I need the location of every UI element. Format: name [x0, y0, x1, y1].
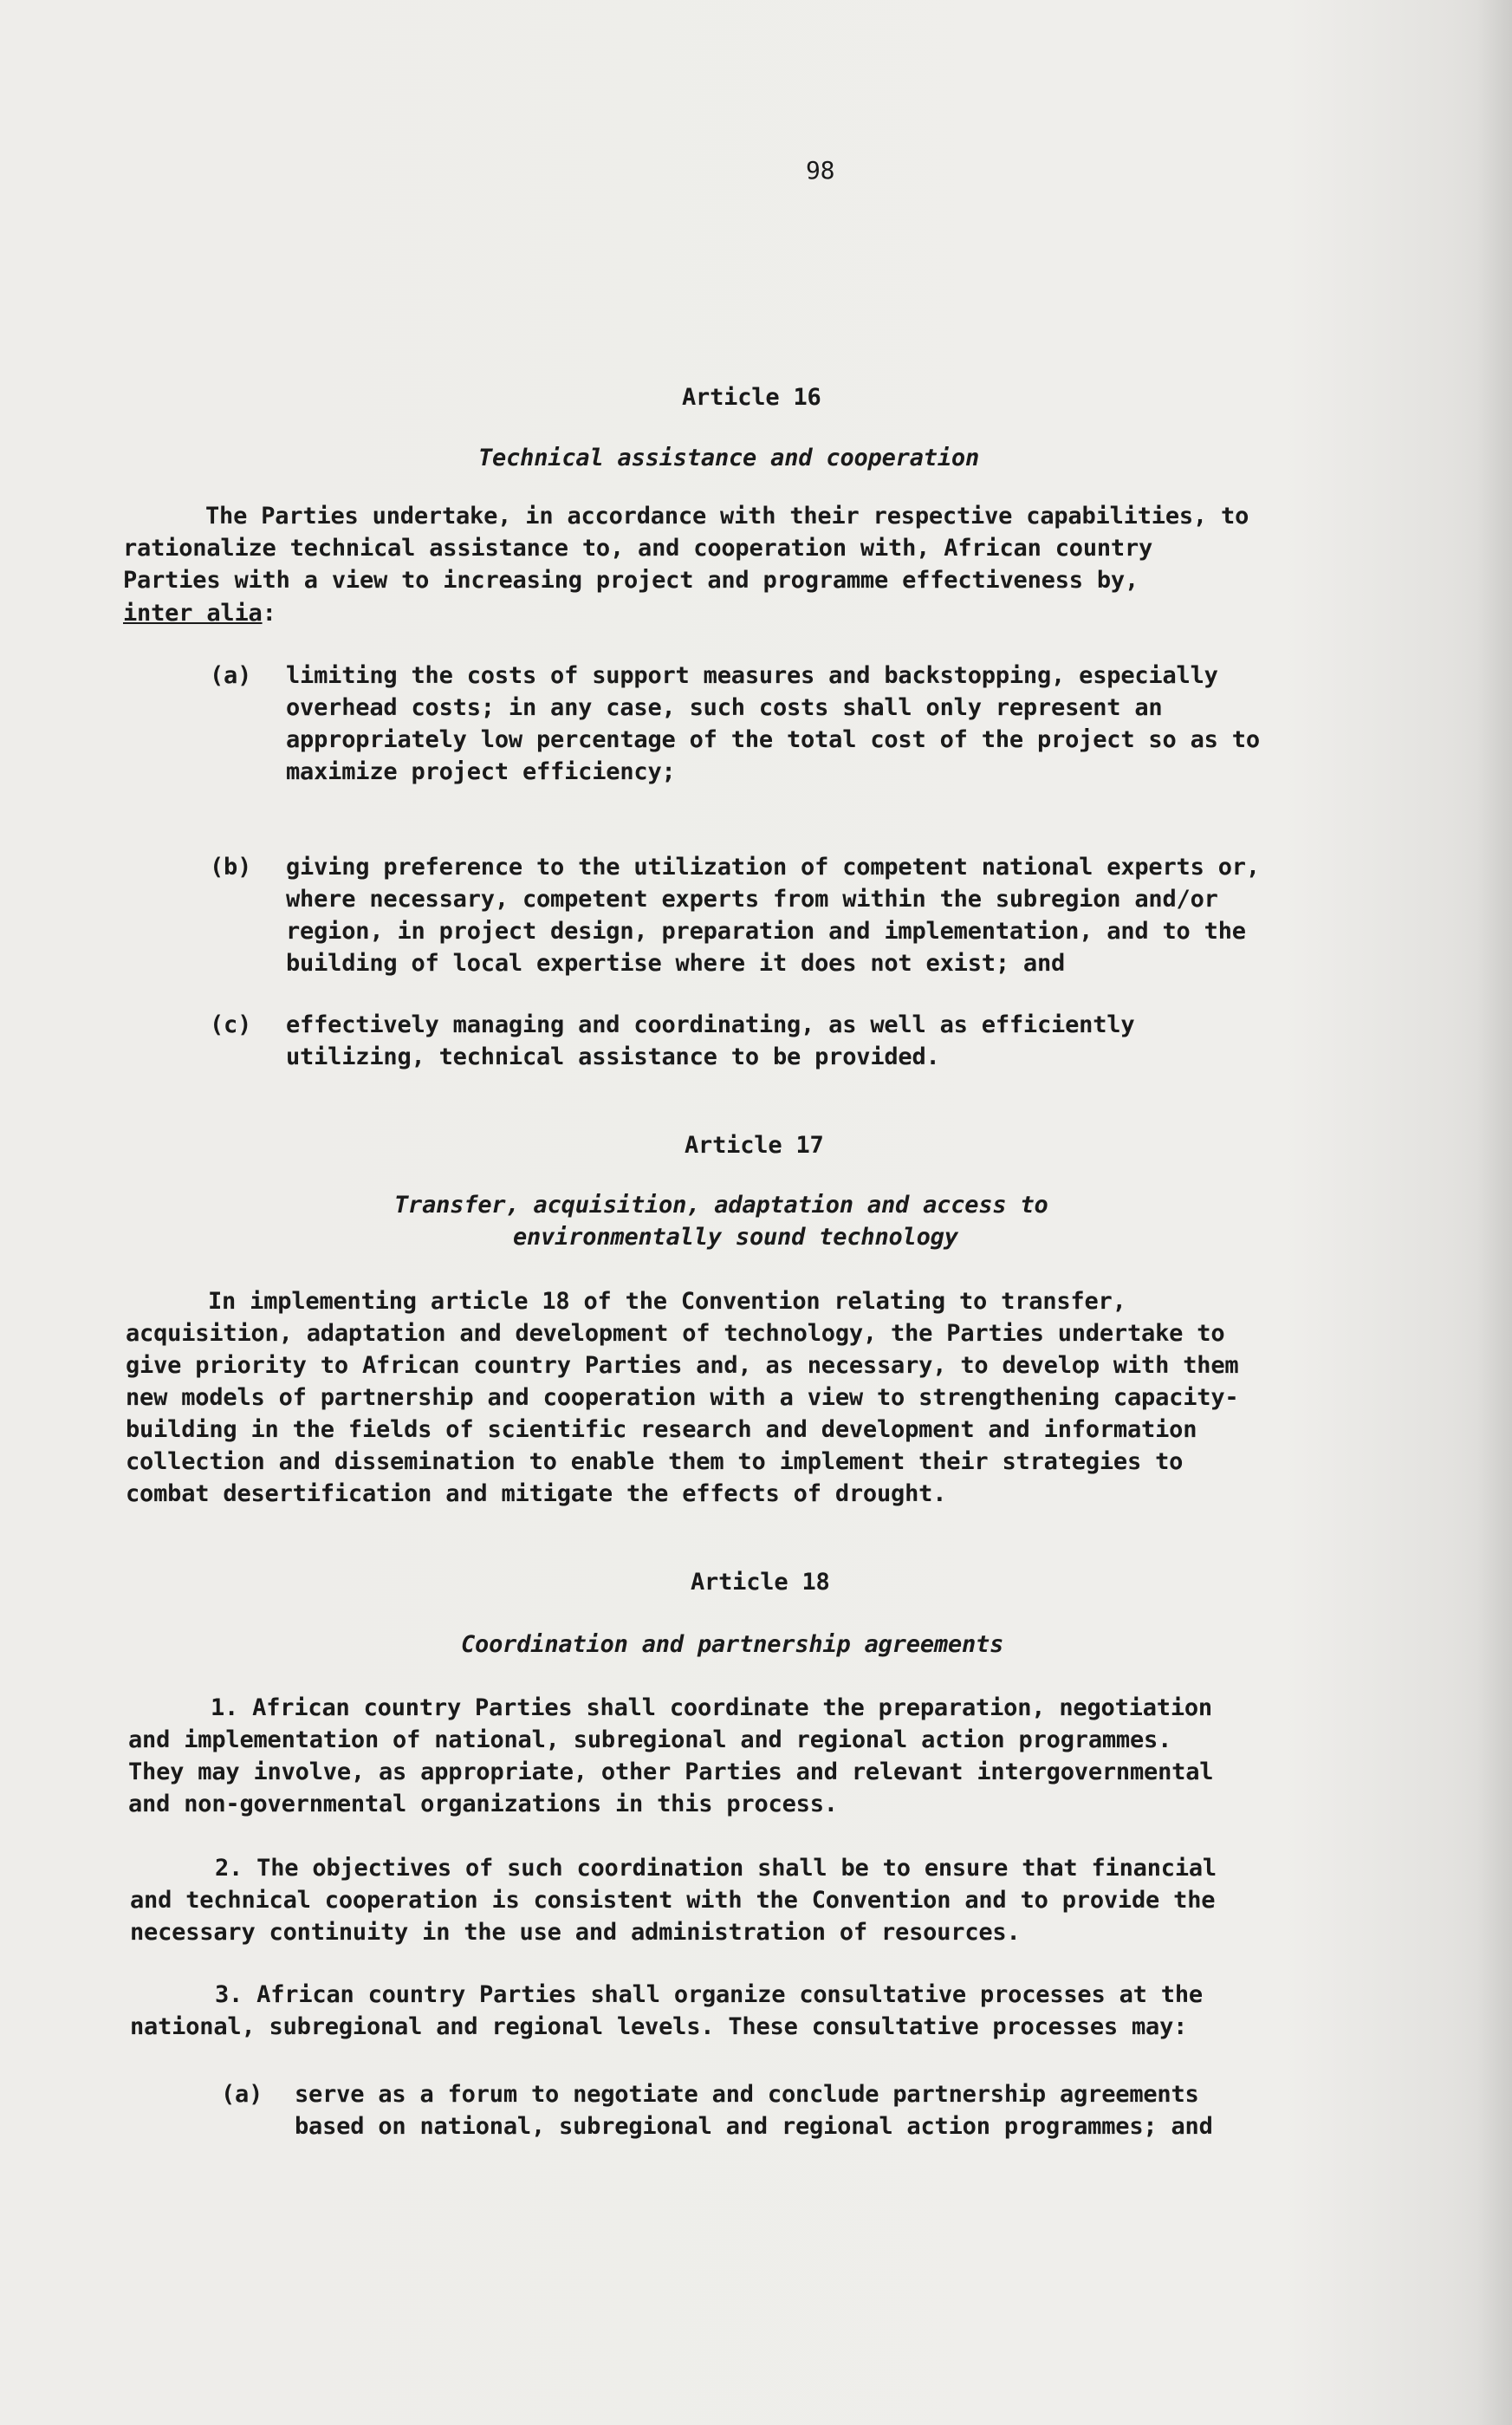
- article-17-body-line: In implementing article 18 of the Convention relating to transfer,: [208, 1288, 1126, 1315]
- article-18-paragraph-line: 1. African country Parties shall coordinate the preparation, negotiation: [211, 1694, 1212, 1721]
- page-number: 98: [806, 156, 835, 185]
- item-b-line: region, in project design, preparation and implementation, and to the: [286, 918, 1246, 945]
- article-18-paragraph-line: They may involve, as appropriate, other Parties and relevant intergovernmental: [128, 1759, 1214, 1785]
- article-17-heading: Article 17: [685, 1132, 824, 1159]
- article-18-item-a-line: serve as a forum to negotiate and conclude partnership agreements: [295, 2081, 1199, 2108]
- item-b-line: building of local expertise where it does not exist; and: [286, 950, 1066, 977]
- intro-colon: :: [262, 600, 276, 627]
- article-16-intro-line: The Parties undertake, in accordance with their respective capabilities, to: [205, 503, 1249, 530]
- article-17-title-line: environmentally sound technology: [513, 1224, 958, 1251]
- article-18-paragraph-line: and non-governmental organizations in this process.: [128, 1791, 838, 1817]
- item-a-line: overhead costs; in any case, such costs shall only represent an: [286, 694, 1163, 721]
- item-b-line: where necessary, competent experts from within the subregion and/or: [286, 886, 1218, 913]
- item-a-line: appropriately low percentage of the total cost of the project so as to: [286, 726, 1260, 753]
- article-18-paragraph-line: necessary continuity in the use and administration of resources.: [130, 1919, 1021, 1946]
- item-a-line: limiting the costs of support measures and backstopping, especially: [286, 662, 1218, 689]
- item-c-line: utilizing, technical assistance to be provided.: [286, 1043, 940, 1070]
- item-c-line: effectively managing and coordinating, as well as efficiently: [286, 1011, 1135, 1038]
- article-16-intro-line: Parties with a view to increasing project and programme effectiveness by,: [123, 567, 1139, 594]
- article-18-paragraph-line: national, subregional and regional levels. These consultative processes may:: [130, 2013, 1188, 2040]
- article-17-body-line: new models of partnership and cooperation with a view to strengthening capacity-: [126, 1384, 1239, 1411]
- item-label-c: (c): [210, 1011, 252, 1038]
- item-label-a: (a): [221, 2081, 263, 2108]
- page-edge-shadow: [1477, 0, 1512, 2425]
- article-18-title: Coordination and partnership agreements: [461, 1631, 1004, 1658]
- article-18-paragraph-line: and implementation of national, subregional and regional action programmes.: [128, 1726, 1172, 1753]
- article-16-heading: Article 16: [682, 384, 821, 411]
- article-17-body-line: give priority to African country Parties and, as necessary, to develop with them: [126, 1352, 1239, 1379]
- article-18-paragraph-line: 2. The objectives of such coordination shall be to ensure that financial: [215, 1855, 1217, 1882]
- article-18-paragraph-line: 3. African country Parties shall organize consultative processes at the: [215, 1981, 1203, 2008]
- article-17-title-line: Transfer, acquisition, adaptation and access to: [394, 1192, 1048, 1219]
- article-17-body-line: combat desertification and mitigate the effects of drought.: [126, 1480, 947, 1507]
- inter-alia-phrase: inter alia: [123, 600, 263, 627]
- item-label-a: (a): [210, 662, 252, 689]
- article-18-heading: Article 18: [691, 1569, 830, 1596]
- article-18-item-a-line: based on national, subregional and regional action programmes; and: [295, 2113, 1213, 2140]
- article-17-body-line: building in the fields of scientific research and development and information: [126, 1416, 1197, 1443]
- item-label-b: (b): [210, 854, 252, 881]
- article-16-intro-tail: [123, 600, 276, 627]
- article-16-intro-line: rationalize technical assistance to, and cooperation with, African country: [123, 535, 1153, 562]
- article-18-paragraph-line: and technical cooperation is consistent with the Convention and to provide the: [130, 1887, 1216, 1914]
- item-a-line: maximize project efficiency;: [286, 758, 676, 785]
- article-16-title: Technical assistance and cooperation: [478, 445, 979, 471]
- item-b-line: giving preference to the utilization of competent national experts or,: [286, 854, 1260, 881]
- article-17-body-line: collection and dissemination to enable them to implement their strategies to: [126, 1448, 1184, 1475]
- article-17-body-line: acquisition, adaptation and development of technology, the Parties undertake to: [126, 1320, 1225, 1347]
